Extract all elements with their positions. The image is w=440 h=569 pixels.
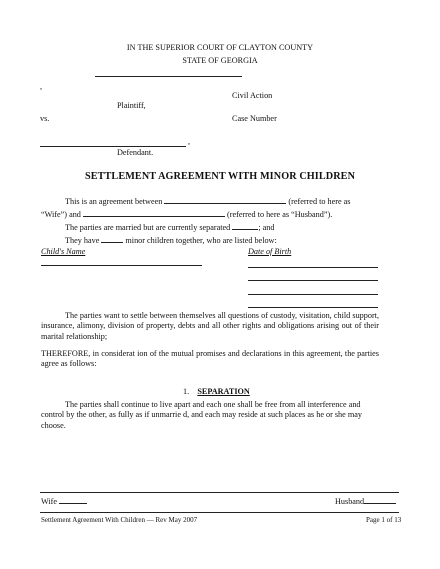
section-1-heading [183,387,250,397]
separation-date-blank[interactable] [232,221,258,230]
section-1-text: The parties shall continue to live apart and each one shall be free from all interference and control by the other, as fully as if unmarrie d, and each may reside at such places as he or she may choose. [41,400,362,430]
husband-name-blank[interactable] [83,208,225,217]
intro-line-1: This is an agreement between (referred to here as [65,197,351,206]
wife-initial-blank[interactable] [59,495,87,504]
husband-signature: Husband [335,495,396,507]
footer-rule-top [40,492,399,493]
intro-line-4: They have minor children together, who are listed below: [65,236,277,245]
court-state: STATE OF GEORGIA [182,56,258,65]
footer-rule-bottom [40,512,399,513]
intro-line-2: “Wife”) and (referred to here as “Husband”). [41,210,333,219]
husband-initial-blank[interactable] [364,495,396,504]
dob-line-3[interactable] [248,294,378,295]
court-name: IN THE SUPERIOR COURT OF CLAYTON COUNTY [126,43,314,52]
dob-line-2[interactable] [248,280,378,281]
section-1-title: SEPARATION [197,387,250,396]
section-1-number: 1. [183,387,190,396]
footer-document-name: Settlement Agreement With Children — Rev May 2007 [41,516,198,524]
childs-name-header: Child's Name [41,247,86,256]
paragraph-therefore: THEREFORE, in considerat ion of the mutual promises and declarations in this agreement, the parties agree as follows: [41,349,379,369]
dob-line-1[interactable] [248,267,378,268]
caption-comma-1: , [40,82,43,91]
date-of-birth-header: Date of Birth [248,247,292,256]
plaintiff-label: Plaintiff, [117,101,146,110]
children-count-blank[interactable] [101,234,123,243]
intro-line-3: The parties are married but are currently separated ; and [65,223,275,232]
child-name-line-1[interactable] [41,265,202,266]
caption-comma-2: , [188,137,191,146]
wife-name-blank[interactable] [164,195,286,204]
footer-page-number: Page 1 of 13 [366,516,402,524]
defendant-label: Defendant. [117,148,154,157]
civil-action-label: Civil Action [232,91,273,100]
defendant-name-line [40,146,186,147]
wife-signature: Wife [41,495,87,507]
dob-line-4[interactable] [248,307,378,308]
case-number-label: Case Number [232,114,277,123]
document-title: SETTLEMENT AGREEMENT WITH MINOR CHILDREN [84,171,356,182]
vs-label: vs. [40,114,50,123]
plaintiff-name-line [95,76,242,77]
paragraph-settle: The parties want to settle between themselves all questions of custody, visitation, child support, insurance, alimony, division of property, debts and all other rights and obligations arising out of their marital relationship; [41,311,379,341]
